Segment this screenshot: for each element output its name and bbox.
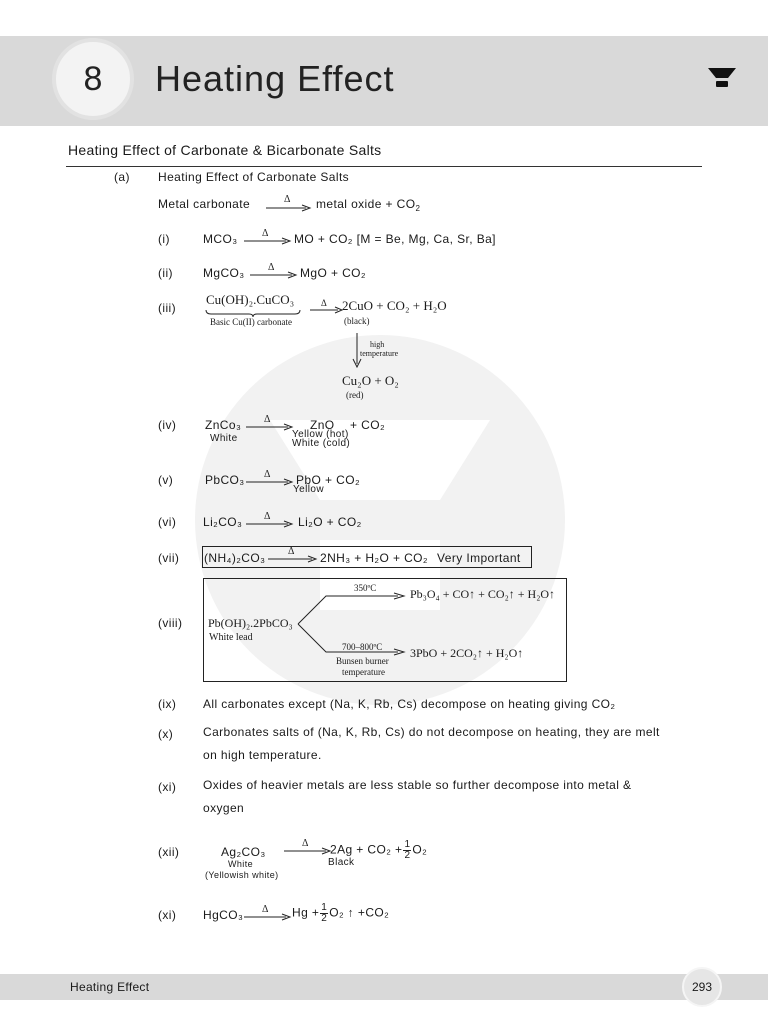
item-viii-lower-product: 3PbO + 2CO₂↑ + H₂O↑	[410, 646, 524, 660]
svg-text:Δ: Δ	[264, 414, 271, 425]
item-iv-product: ZnO	[310, 418, 335, 432]
item-vii-label: (vii)	[158, 551, 180, 565]
item-ii-rhs: MgO + CO₂	[300, 266, 366, 280]
svg-text:Δ: Δ	[264, 511, 271, 522]
item-viii-upper-product: Pb₃O₄ + CO↑ + CO₂↑ + H₂O↑	[410, 587, 556, 601]
item-ix-text: All carbonates except (Na, K, Rb, Cs) decompose on heating giving CO₂	[203, 697, 616, 711]
item-x-text: Carbonates salts of (Na, K, Rb, Cs) do not decompose on heating, they are melt on high temperature.	[203, 725, 660, 762]
heat-arrow	[244, 413, 294, 433]
item-iv-product-note-1: Yellow (hot)	[292, 429, 349, 440]
item-v-product: PbO	[296, 473, 322, 487]
item-i-rhs: MO + CO₂ [M = Be, Mg, Ca, Sr, Ba]	[294, 232, 496, 246]
item-iv-rhs: + CO₂	[350, 418, 385, 432]
fraction-half: $\frac{1}{2}$	[404, 839, 411, 861]
item-viii-lower-note-1: Bunsen burner	[336, 656, 389, 666]
heat-arrow	[282, 837, 332, 857]
item-vii-lhs: (NH₄)₂CO₃	[204, 551, 266, 565]
item-xii-lhs: Ag₂CO₃	[221, 845, 266, 859]
item-iv-lhs-note: White	[210, 433, 238, 444]
item-ii-label: (ii)	[158, 266, 173, 280]
general-rhs: metal oxide + $CO_2$	[316, 197, 421, 213]
item-viii-lower-condition: 700–800ºC	[342, 642, 383, 652]
item-vi-lhs: Li₂CO₃	[203, 515, 243, 529]
item-iii-final: Cu₂O + O₂	[342, 373, 399, 388]
svg-text:Δ: Δ	[288, 546, 295, 557]
item-xii-rhs-note: Black	[328, 857, 355, 868]
general-lhs: Metal carbonate	[158, 197, 251, 211]
item-x-label: (x)	[158, 727, 174, 741]
chapter-number-badge: 8	[52, 38, 134, 120]
brand-logo-icon	[706, 66, 738, 90]
item-xi-text: Oxides of heavier metals are less stable so further decompose into metal & oxygen	[203, 778, 632, 815]
svg-text:Δ: Δ	[268, 262, 275, 273]
item-viii-reactant: Pb(OH)₂.2PbCO₃	[208, 616, 293, 630]
sub-a-title: Heating Effect of Carbonate Salts	[158, 170, 350, 184]
item-xii-label: (xii)	[158, 845, 180, 859]
page-number: 293	[682, 967, 722, 1007]
heat-arrow	[248, 261, 298, 281]
item-v-rhs: + CO₂	[325, 473, 360, 487]
item-viii-lower-note-2: temperature	[342, 667, 385, 677]
underbrace	[205, 309, 301, 317]
item-ix-label: (ix)	[158, 697, 177, 711]
item-viii-upper-condition: 350ºC	[354, 583, 377, 593]
heat-arrow	[308, 298, 344, 316]
item-iii-reactant: Cu(OH)₂.CuCO₃	[206, 292, 295, 307]
item-vi-rhs: Li₂O + CO₂	[298, 515, 362, 529]
item-ii-lhs: MgCO₃	[203, 266, 245, 280]
svg-text:Δ: Δ	[264, 469, 271, 480]
item-iv-lhs: ZnCo₃	[205, 418, 242, 432]
item-xi-label: (xi)	[158, 780, 177, 794]
heat-arrow	[244, 468, 294, 488]
heat-arrow	[242, 903, 292, 923]
item-xiii-lhs: HgCO₃	[203, 908, 244, 922]
fraction-half: $\frac{1}{2}$	[321, 902, 328, 924]
section-divider	[66, 166, 702, 167]
item-v-label: (v)	[158, 473, 174, 487]
sub-a-label: (a)	[114, 170, 130, 184]
svg-text:Δ: Δ	[262, 904, 269, 915]
item-iii-product: 2CuO + CO₂ + H₂O	[342, 298, 447, 313]
svg-text:Δ: Δ	[284, 194, 291, 205]
item-vii-note: Very Important	[437, 551, 521, 565]
svg-text:Δ: Δ	[302, 838, 309, 849]
item-iii-final-note: (red)	[346, 390, 364, 400]
item-xiii-rhs: Hg + $\frac{1}{2}$ O₂ ↑ +CO₂	[292, 902, 390, 924]
item-v-lhs: PbCO₃	[205, 473, 245, 487]
item-i-label: (i)	[158, 232, 170, 246]
section-title: Heating Effect of Carbonate & Bicarbonate Salts	[68, 142, 382, 158]
heat-arrow	[264, 194, 312, 214]
item-xii-lhs-note-2: (Yellowish white)	[205, 870, 279, 880]
heat-arrow	[242, 227, 292, 247]
item-viii-reactant-note: White lead	[209, 632, 253, 643]
item-iii-reactant-note: Basic Cu(II) carbonate	[210, 317, 292, 327]
item-v-product-note: Yellow	[293, 484, 324, 495]
footer-title: Heating Effect	[70, 980, 150, 994]
svg-text:Δ: Δ	[321, 298, 327, 308]
item-xii-rhs: 2Ag + CO₂ + $\frac{1}{2}$ O₂	[330, 839, 428, 861]
item-iii-condition-1: high	[370, 340, 385, 349]
item-iii-product-note: (black)	[344, 316, 370, 326]
item-i-lhs: MCO₃	[203, 232, 238, 246]
heat-arrow	[266, 545, 318, 565]
svg-text:Δ: Δ	[262, 228, 269, 239]
item-xii-lhs-note-1: White	[228, 859, 254, 869]
item-vi-label: (vi)	[158, 515, 177, 529]
item-vii-rhs: 2NH₃ + H₂O + CO₂	[320, 551, 428, 565]
item-viii-label: (viii)	[158, 616, 183, 630]
item-xiii-label: (xi)	[158, 908, 177, 922]
item-iii-label: (iii)	[158, 301, 176, 315]
heat-arrow	[244, 510, 294, 530]
item-iii-condition-2: temperature	[360, 349, 399, 358]
chapter-title: Heating Effect	[155, 58, 395, 99]
item-iv-label: (iv)	[158, 418, 177, 432]
item-iv-product-note-2: White (cold)	[292, 438, 351, 449]
